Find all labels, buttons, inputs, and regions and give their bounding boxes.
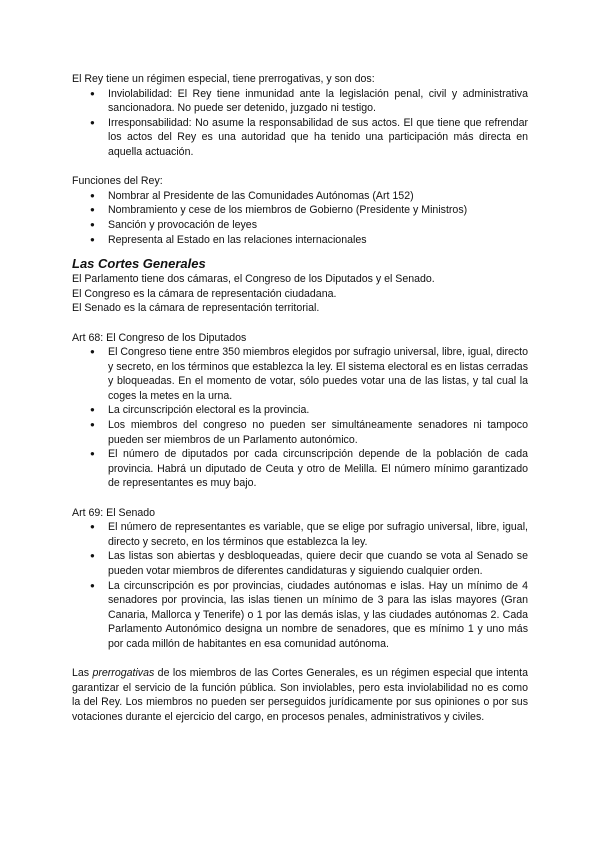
funciones-list xyxy=(72,189,528,247)
list-item: ● Irresponsabilidad: No asume la responsabilidad de sus actos. El que tiene que refrendar los actos del Rey es una autoridad que ha tenido una participación más directa en aquella actuación. xyxy=(108,116,528,160)
prerrogativas-post: de los miembros de las Cortes Generales, es un régimen especial que intenta garantizar el servicio de la función pública. Son inviolables, pero esta inviolabilidad no es como la del Rey. Los miembros no pueden ser perseguidos jurídicamente por sus opiniones o por sus votaciones durante el ejercicio del cargo, en procesos penales, administrativos y civiles. xyxy=(72,667,528,723)
prerrogativas-emphasis: prerrogativas xyxy=(92,667,155,680)
list-item: ● El número de representantes es variable, que se elige por sufragio universal, libre, igual, directo y secreto, en los términos que establezca la ley. xyxy=(108,520,528,549)
section-heading-cortes: Las Cortes Generales xyxy=(72,256,206,272)
rey-intro: El Rey tiene un régimen especial, tiene prerrogativas, y son dos: xyxy=(72,73,375,85)
art69-title: Art 69: El Senado xyxy=(72,506,156,519)
list-item: ● Nombrar al Presidente de las Comunidades Autónomas (Art 152) xyxy=(108,189,528,204)
cortes-line: El Senado es la cámara de representación territorial. xyxy=(72,302,320,315)
funciones-title: Funciones del Rey: xyxy=(72,175,163,188)
art68-list xyxy=(72,345,528,491)
list-item: ● Los miembros del congreso no pueden ser simultáneamente senadores ni tampoco pueden ser miembros de un Parlamento autonómico. xyxy=(108,418,528,447)
list-item: ● La circunscripción es por provincias, ciudades autónomas e islas. Hay un mínimo de 4 senadores por provincia, las islas tienen un mínimo de 3 para las islas mayores (Gran Canaria, Mallorca y Tenerife) o 1 por las demás islas, y las ciudades autónomas 2. Cada Parlamento Autonómico designa un nombre de senadores, que es mínimo 1 y uno más por cada millón de habitantes en esa comunidad autónoma. xyxy=(108,579,528,652)
cortes-line: El Congreso es la cámara de representación ciudadana. xyxy=(72,287,337,300)
document-page xyxy=(72,72,528,725)
prerrogativas-pre: Las xyxy=(72,667,93,680)
art69-list xyxy=(72,520,528,651)
list-item: ● Inviolabilidad: El Rey tiene inmunidad ante la legislación penal, civil y administrativa sancionadora. No puede ser detenido, juzgado ni testigo. xyxy=(108,87,528,116)
list-item: ● Las listas son abiertas y desbloqueadas, quiere decir que cuando se vota al Senado se pueden votar miembros de diferentes candidaturas y siguiendo cualquier orden. xyxy=(108,549,528,578)
cortes-line: El Parlamento tiene dos cámaras, el Congreso de los Diputados y el Senado. xyxy=(72,273,435,286)
list-item: ● La circunscripción electoral es la provincia. xyxy=(108,403,528,418)
list-item: ● Nombramiento y cese de los miembros de Gobierno (Presidente y Ministros) xyxy=(108,203,528,218)
list-item: ● Representa al Estado en las relaciones internacionales xyxy=(108,233,528,248)
rey-prerogatives-list xyxy=(72,87,528,160)
list-item: ● El Congreso tiene entre 350 miembros elegidos por sufragio universal, libre, igual, directo y secreto, en los términos que establezca la ley. El sistema electoral es en listas cerradas y bloqueadas. En el momento de votar, sólo puedes votar una de las listas, y tal cual la coges la metes en la urna. xyxy=(108,345,528,403)
art68-title: Art 68: El Congreso de los Diputados xyxy=(72,331,247,344)
prerrogativas-paragraph xyxy=(72,666,528,724)
list-item: ● El número de diputados por cada circunscripción depende de la población de cada provincia. Habrá un diputado de Ceuta y otro de Melilla. El número mínimo garantizado de representantes es muy bajo. xyxy=(108,447,528,491)
list-item: ● Sanción y provocación de leyes xyxy=(108,218,528,233)
